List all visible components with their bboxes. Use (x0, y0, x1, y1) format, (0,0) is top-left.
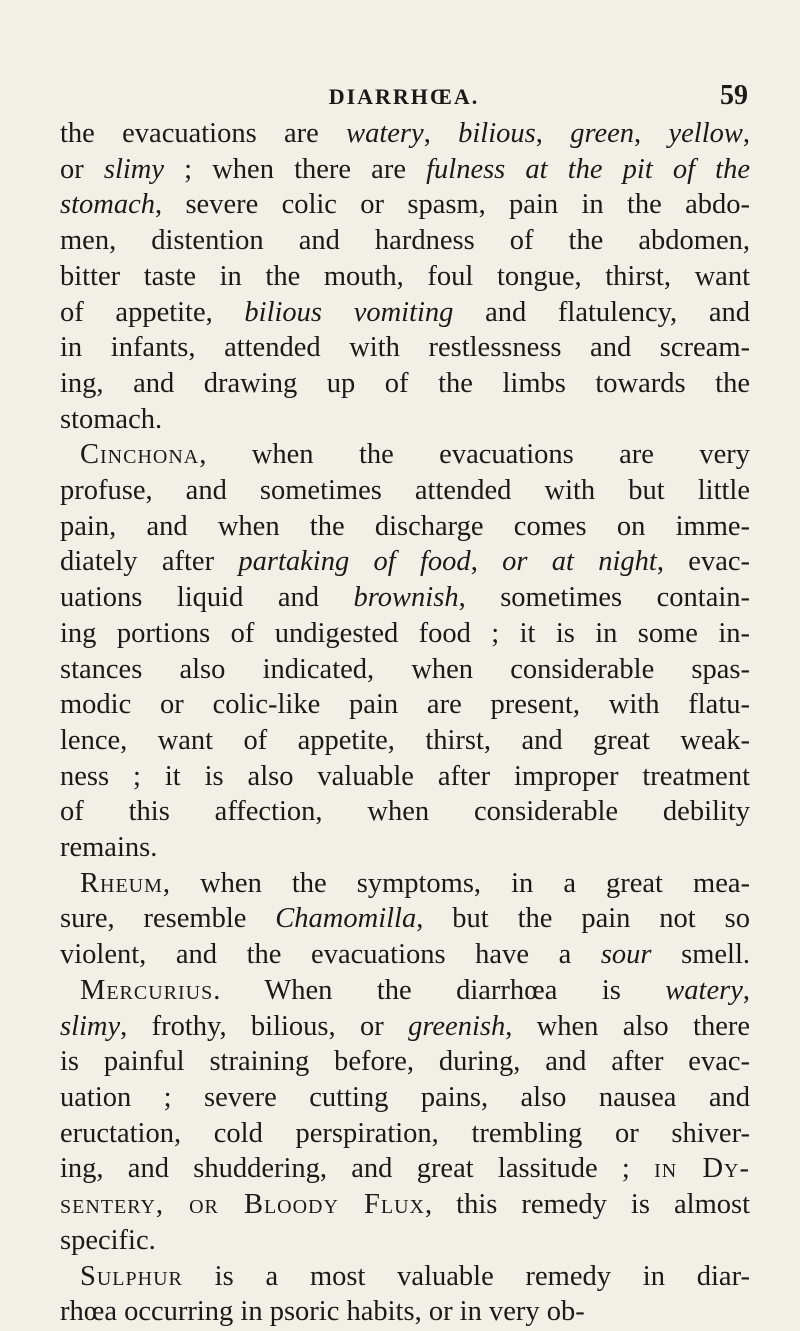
body-text (60, 116, 750, 1330)
small-caps-text: Rheum (80, 867, 163, 899)
italic-text: green (570, 118, 635, 149)
small-caps-text: sentery, or Bloody Flux (60, 1189, 425, 1221)
italic-text: stomach (60, 189, 155, 221)
text-line: pain, and when the discharge comes on imme- (60, 510, 750, 542)
text-line: specific. (60, 1224, 156, 1256)
italic-text: or at night (502, 546, 657, 578)
text-line: remains. (60, 832, 158, 864)
small-caps-text: Cinchona (80, 439, 200, 471)
text-line: Cinchona, when the evacuations are very (80, 439, 750, 471)
page-header (60, 80, 748, 120)
italic-text: yellow (668, 118, 743, 149)
text-line: ing portions of undigested food ; it is in some in- (60, 617, 750, 649)
text-line: rhœa occurring in psoric habits, or in very ob- (60, 1296, 585, 1328)
italic-text: Chamomilla (275, 903, 417, 935)
italic-text: bilious (458, 118, 536, 149)
italic-text: slimy (60, 1010, 121, 1042)
text-line: Sulphur is a most valuable remedy in diar- (80, 1260, 750, 1292)
text-line: the evacuations are watery, bilious, green, yellow, (60, 118, 751, 149)
text-line: violent, and the evacuations have a sour smell. (60, 939, 750, 971)
italic-text: sour (600, 939, 652, 971)
italic-text: watery (346, 118, 424, 149)
text-line: profuse, and sometimes attended with but little (60, 475, 750, 507)
text-line: ing, and shuddering, and great lassitude ; in Dy- (60, 1153, 750, 1185)
text-line: ing, and drawing up of the limbs towards the (60, 367, 750, 399)
italic-text: partaking of food (238, 546, 471, 578)
running-head: DIARRHŒA. (328, 84, 480, 109)
text-line: modic or colic-like pain are present, with flatu- (60, 689, 750, 721)
text-line: is painful straining before, during, and after evac- (60, 1046, 750, 1078)
text-line: eructation, cold perspiration, trembling or shiver- (60, 1117, 750, 1149)
text-line: uations liquid and brownish, sometimes contain- (60, 582, 751, 614)
text-line: sentery, or Bloody Flux, this remedy is almost (60, 1189, 751, 1221)
text-line: stomach. (60, 403, 163, 435)
text-line: stances also indicated, when considerable spas- (60, 653, 750, 685)
text-line: in infants, attended with restlessness and scream- (60, 332, 750, 364)
text-line: ness ; it is also valuable after improper treatment (60, 760, 750, 792)
page-number: 59 (720, 80, 748, 111)
text-line: or slimy ; when there are fulness at the pit of the (60, 153, 750, 185)
text-line: slimy, frothy, bilious, or greenish, when also there (60, 1010, 750, 1042)
small-caps-text: Mercurius (80, 974, 214, 1006)
italic-text: watery (665, 974, 743, 1006)
italic-text: brownish (353, 582, 459, 614)
italic-text: bilious vomiting (244, 296, 454, 328)
text-line: Mercurius. When the diarrhœa is watery, (80, 974, 750, 1006)
text-line: of appetite, bilious vomiting and flatulency, and (60, 296, 750, 328)
text-line: sure, resemble Chamomilla, but the pain not so (60, 903, 750, 935)
italic-text: greenish (408, 1010, 506, 1042)
text-line: diately after partaking of food, or at night, evac- (60, 546, 750, 578)
text-line: Rheum, when the symptoms, in a great mea- (80, 867, 750, 899)
text-line: of this affection, when considerable debility (60, 796, 750, 828)
text-line: stomach, severe colic or spasm, pain in the abdo- (60, 189, 750, 221)
text-line: men, distention and hardness of the abdomen, (60, 225, 750, 257)
text-line: bitter taste in the mouth, foul tongue, thirst, want (60, 260, 750, 292)
small-caps-text: Sulphur (80, 1260, 183, 1292)
text-line: uation ; severe cutting pains, also nausea and (60, 1081, 750, 1113)
text-line: lence, want of appetite, thirst, and great weak- (60, 724, 750, 756)
small-caps-text: in Dy- (654, 1153, 750, 1185)
italic-text: slimy (103, 153, 165, 185)
italic-text: fulness at the pit of the (426, 153, 750, 185)
